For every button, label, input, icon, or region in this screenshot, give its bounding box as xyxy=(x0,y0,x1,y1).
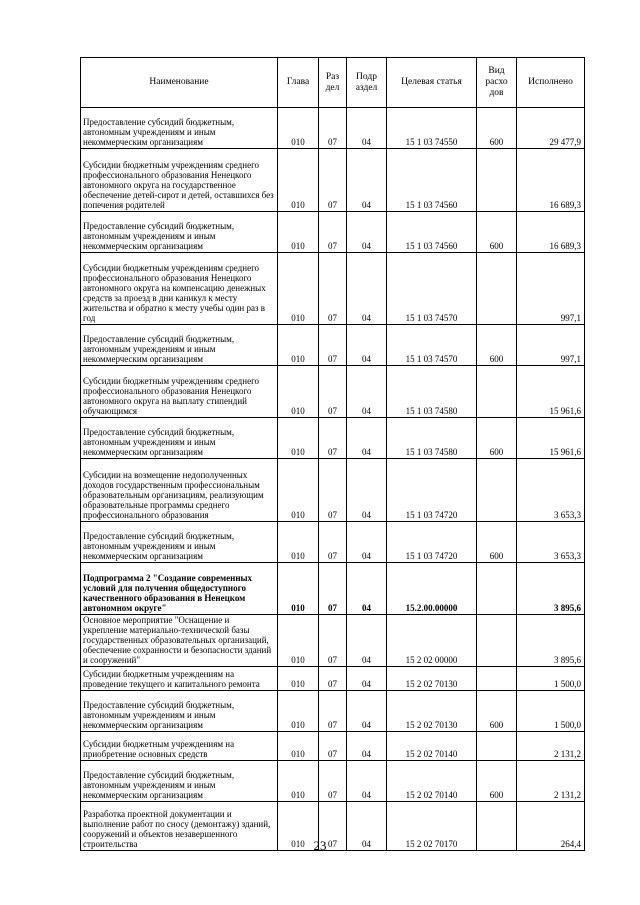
cell-razdel: 07 xyxy=(319,563,347,615)
cell-amount: 29 477,9 xyxy=(517,108,585,149)
cell-glava: 010 xyxy=(278,418,319,459)
header-podrazdel: Подр аздел xyxy=(347,58,387,108)
table-row xyxy=(81,418,585,459)
header-razdel: Раз дел xyxy=(319,58,347,108)
cell-target: 15 1 03 74720 xyxy=(387,522,477,563)
table-row xyxy=(81,691,585,732)
cell-target: 15 1 03 74560 xyxy=(387,149,477,212)
cell-target: 15 1 03 74570 xyxy=(387,253,477,325)
cell-podrazdel: 04 xyxy=(347,802,387,851)
cell-amount: 1 500,0 xyxy=(517,691,585,732)
cell-name: Субсидии бюджетным учреждениям среднего профессионального образования Ненецкого автономного округа на компенсацию денежных средств за проезд в дни каникул к месту жительства и обратно к месту учебы один раз в год xyxy=(81,253,278,325)
cell-name: Субсидии бюджетным учреждениям на проведение текущего и капитального ремонта xyxy=(81,667,278,691)
cell-name: Субсидии бюджетным учреждениям на приобретение основных средств xyxy=(81,732,278,761)
table-row xyxy=(81,615,585,667)
cell-podrazdel: 04 xyxy=(347,667,387,691)
header-name: Наименование xyxy=(81,58,278,108)
cell-razdel: 07 xyxy=(319,615,347,667)
cell-razdel: 07 xyxy=(319,366,347,418)
cell-glava: 010 xyxy=(278,732,319,761)
cell-amount: 1 500,0 xyxy=(517,667,585,691)
cell-amount: 2 131,2 xyxy=(517,761,585,802)
cell-glava: 010 xyxy=(278,522,319,563)
cell-amount: 3 895,6 xyxy=(517,563,585,615)
cell-amount: 16 689,3 xyxy=(517,149,585,212)
cell-amount: 15 961,6 xyxy=(517,418,585,459)
cell-razdel: 07 xyxy=(319,802,347,851)
table-row xyxy=(81,459,585,522)
header-target: Целевая статья xyxy=(387,58,477,108)
cell-vid: 600 xyxy=(477,691,517,732)
cell-podrazdel: 04 xyxy=(347,761,387,802)
cell-name: Подпрограмма 2 "Создание современных условий для получения общедоступного качественного образования в Ненецком автономном округе" xyxy=(81,563,278,615)
budget-table xyxy=(80,57,585,851)
cell-target: 15 1 03 74580 xyxy=(387,366,477,418)
cell-name: Предоставление субсидий бюджетным, автономным учреждениям и иным некоммерческим организациям xyxy=(81,212,278,253)
cell-glava: 010 xyxy=(278,366,319,418)
table-row xyxy=(81,149,585,212)
cell-vid xyxy=(477,563,517,615)
table-row xyxy=(81,108,585,149)
cell-name: Субсидии бюджетным учреждениям среднего профессионального образования Ненецкого автономного округа на выплату стипендий обучающимся xyxy=(81,366,278,418)
cell-amount: 997,1 xyxy=(517,253,585,325)
table-row xyxy=(81,366,585,418)
table-row xyxy=(81,212,585,253)
cell-target: 15 1 03 74550 xyxy=(387,108,477,149)
cell-vid xyxy=(477,667,517,691)
header-vid: Вид расхо дов xyxy=(477,58,517,108)
cell-podrazdel: 04 xyxy=(347,732,387,761)
table-row xyxy=(81,325,585,366)
cell-razdel: 07 xyxy=(319,108,347,149)
cell-glava: 010 xyxy=(278,667,319,691)
cell-target: 15 2 02 70130 xyxy=(387,667,477,691)
cell-podrazdel: 04 xyxy=(347,325,387,366)
cell-glava: 010 xyxy=(278,691,319,732)
cell-name: Предоставление субсидий бюджетным, автономным учреждениям и иным некоммерческим организациям xyxy=(81,761,278,802)
cell-podrazdel: 04 xyxy=(347,212,387,253)
cell-amount: 264,4 xyxy=(517,802,585,851)
cell-target: 15 2 02 70170 xyxy=(387,802,477,851)
cell-name: Субсидии на возмещение недополученных доходов государственным профессиональным образовательным организациям, реализующим образовательные программы среднего профессионального образования xyxy=(81,459,278,522)
cell-name: Предоставление субсидий бюджетным, автономным учреждениям и иным некоммерческим организациям xyxy=(81,522,278,563)
cell-name: Предоставление субсидий бюджетным, автономным учреждениям и иным некоммерческим организациям xyxy=(81,325,278,366)
cell-razdel: 07 xyxy=(319,522,347,563)
cell-vid: 600 xyxy=(477,761,517,802)
cell-razdel: 07 xyxy=(319,253,347,325)
cell-glava: 010 xyxy=(278,459,319,522)
table-row xyxy=(81,732,585,761)
header-glava: Глава xyxy=(278,58,319,108)
cell-amount: 2 131,2 xyxy=(517,732,585,761)
table-row xyxy=(81,563,585,615)
cell-podrazdel: 04 xyxy=(347,563,387,615)
header-row xyxy=(81,58,585,108)
cell-vid: 600 xyxy=(477,522,517,563)
cell-glava: 010 xyxy=(278,253,319,325)
cell-podrazdel: 04 xyxy=(347,615,387,667)
cell-target: 15 2 02 70140 xyxy=(387,761,477,802)
cell-glava: 010 xyxy=(278,108,319,149)
cell-razdel: 07 xyxy=(319,418,347,459)
cell-target: 15 1 03 74570 xyxy=(387,325,477,366)
cell-name: Основное мероприятие "Оснащение и укрепление материально-технической базы государственных образовательных организаций, обеспечение сохранности и безопасности зданий и сооружений" xyxy=(81,615,278,667)
cell-glava: 010 xyxy=(278,615,319,667)
cell-vid xyxy=(477,149,517,212)
cell-razdel: 07 xyxy=(319,667,347,691)
cell-glava: 010 xyxy=(278,802,319,851)
cell-glava: 010 xyxy=(278,325,319,366)
cell-amount: 15 961,6 xyxy=(517,366,585,418)
cell-vid xyxy=(477,732,517,761)
cell-target: 15 2 02 00000 xyxy=(387,615,477,667)
cell-name: Предоставление субсидий бюджетным, автономным учреждениям и иным некоммерческим организациям xyxy=(81,418,278,459)
cell-podrazdel: 04 xyxy=(347,418,387,459)
cell-amount: 3 653,3 xyxy=(517,522,585,563)
cell-razdel: 07 xyxy=(319,459,347,522)
cell-target: 15 1 03 74560 xyxy=(387,212,477,253)
cell-target: 15 1 03 74720 xyxy=(387,459,477,522)
cell-vid xyxy=(477,459,517,522)
cell-glava: 010 xyxy=(278,563,319,615)
cell-vid: 600 xyxy=(477,418,517,459)
table-row xyxy=(81,253,585,325)
cell-vid: 600 xyxy=(477,212,517,253)
cell-vid xyxy=(477,615,517,667)
cell-podrazdel: 04 xyxy=(347,522,387,563)
cell-amount: 16 689,3 xyxy=(517,212,585,253)
cell-razdel: 07 xyxy=(319,212,347,253)
table-body xyxy=(81,108,585,851)
cell-vid: 600 xyxy=(477,325,517,366)
cell-podrazdel: 04 xyxy=(347,366,387,418)
table-row xyxy=(81,667,585,691)
cell-glava: 010 xyxy=(278,761,319,802)
cell-name: Предоставление субсидий бюджетным, автономным учреждениям и иным некоммерческим организациям xyxy=(81,691,278,732)
cell-podrazdel: 04 xyxy=(347,108,387,149)
page-number: 23 xyxy=(313,838,327,853)
cell-vid xyxy=(477,253,517,325)
cell-razdel: 07 xyxy=(319,149,347,212)
cell-podrazdel: 04 xyxy=(347,459,387,522)
cell-podrazdel: 04 xyxy=(347,691,387,732)
cell-razdel: 07 xyxy=(319,691,347,732)
table-row xyxy=(81,761,585,802)
cell-target: 15 1 03 74580 xyxy=(387,418,477,459)
cell-glava: 010 xyxy=(278,149,319,212)
cell-vid xyxy=(477,366,517,418)
table-row xyxy=(81,522,585,563)
cell-name: Предоставление субсидий бюджетным, автономным учреждениям и иным некоммерческим организациям xyxy=(81,108,278,149)
cell-target: 15 2 02 70140 xyxy=(387,732,477,761)
cell-amount: 3 653,3 xyxy=(517,459,585,522)
cell-glava: 010 xyxy=(278,212,319,253)
cell-name: Субсидии бюджетным учреждениям среднего профессионального образования Ненецкого автономного округа на государственное обеспечение детей-сирот и детей, оставшихся без попечения родителей xyxy=(81,149,278,212)
cell-podrazdel: 04 xyxy=(347,149,387,212)
cell-razdel: 07 xyxy=(319,732,347,761)
cell-target: 15 2 02 70130 xyxy=(387,691,477,732)
cell-amount: 3 895,6 xyxy=(517,615,585,667)
cell-podrazdel: 04 xyxy=(347,253,387,325)
cell-amount: 997,1 xyxy=(517,325,585,366)
cell-target: 15.2.00.00000 xyxy=(387,563,477,615)
cell-name: Разработка проектной документации и выполнение работ по сносу (демонтажу) зданий, сооружений и объектов незавершенного строительства xyxy=(81,802,278,851)
cell-vid: 600 xyxy=(477,108,517,149)
cell-razdel: 07 xyxy=(319,761,347,802)
cell-razdel: 07 xyxy=(319,325,347,366)
header-executed: Исполнено xyxy=(517,58,585,108)
